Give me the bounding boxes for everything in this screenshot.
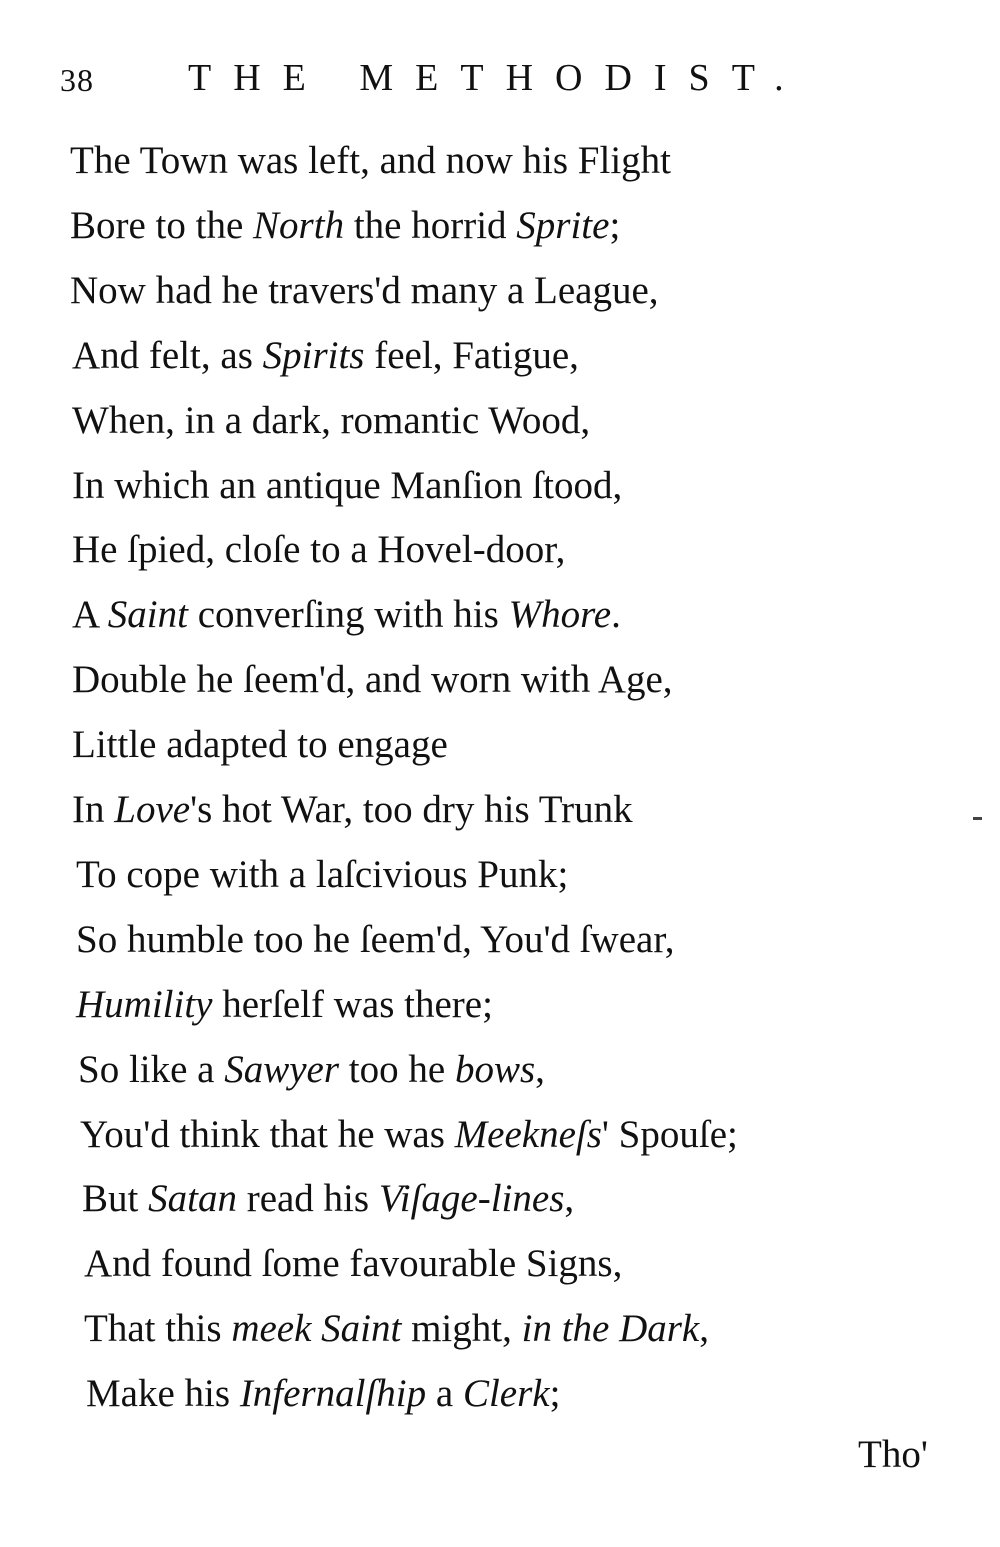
- catchword: Tho': [858, 1433, 928, 1476]
- italic-word: Satan: [148, 1177, 237, 1220]
- verse-line: But Satan read his Viſage-lines,: [82, 1177, 575, 1220]
- verse-line: Humility herſelf was there;: [76, 983, 493, 1026]
- italic-word: Love: [114, 788, 191, 831]
- verse-line: Now had he travers'd many a League,: [70, 269, 659, 312]
- italic-word: Infernalſhip: [239, 1372, 427, 1415]
- verse-line: And felt, as Spirits feel, Fatigue,: [72, 334, 579, 377]
- verse-line: In which an antique Manſion ſtood,: [72, 464, 623, 507]
- verse-line: To cope with a laſcivious Punk;: [76, 853, 569, 896]
- italic-word: Saint: [107, 593, 188, 636]
- verse-line: Double he ſeem'd, and worn with Age,: [72, 658, 673, 701]
- verse-line: Make his Infernalſhip a Clerk;: [86, 1372, 561, 1415]
- verse-line: When, in a dark, romantic Wood,: [72, 399, 591, 442]
- verse-line: In Love's hot War, too dry his Trunk: [72, 788, 633, 831]
- italic-word: Spirits: [262, 334, 365, 377]
- italic-word: Viſage-lines: [378, 1177, 565, 1220]
- verse-line: He ſpied, cloſe to a Hovel-door,: [72, 528, 566, 571]
- verse-line: A Saint converſing with his Whore.: [72, 593, 621, 636]
- italic-word: Humility: [76, 983, 213, 1026]
- verse-line: So like a Sawyer too he bows,: [78, 1048, 545, 1091]
- verse-line: And found ſome favourable Signs,: [84, 1242, 623, 1285]
- verse-line: Bore to the North the horrid Sprite;: [70, 204, 621, 247]
- italic-word: bows: [454, 1048, 536, 1091]
- italic-word: Whore: [508, 593, 612, 636]
- page-header: [60, 52, 860, 102]
- margin-mark: [973, 817, 982, 820]
- verse-line: The Town was left, and now his Flight: [70, 139, 671, 182]
- verse-line: That this meek Saint might, in the Dark,: [84, 1307, 709, 1350]
- page-number: 38: [60, 62, 94, 98]
- running-head: THE METHODIST.: [188, 57, 806, 99]
- italic-word: Sprite: [516, 204, 610, 247]
- italic-word: Clerk: [462, 1372, 550, 1415]
- verse-line: You'd think that he was Meekneſs' Spouſe;: [80, 1113, 738, 1156]
- italic-word: Sawyer: [224, 1048, 340, 1091]
- verse-line: So humble too he ſeem'd, You'd ſwear,: [76, 918, 675, 961]
- italic-word: in the Dark: [521, 1307, 700, 1350]
- italic-word: Meekneſs: [454, 1113, 602, 1156]
- italic-word: meek Saint: [231, 1307, 402, 1350]
- italic-word: North: [253, 204, 345, 247]
- verse-line: Little adapted to engage: [72, 723, 448, 766]
